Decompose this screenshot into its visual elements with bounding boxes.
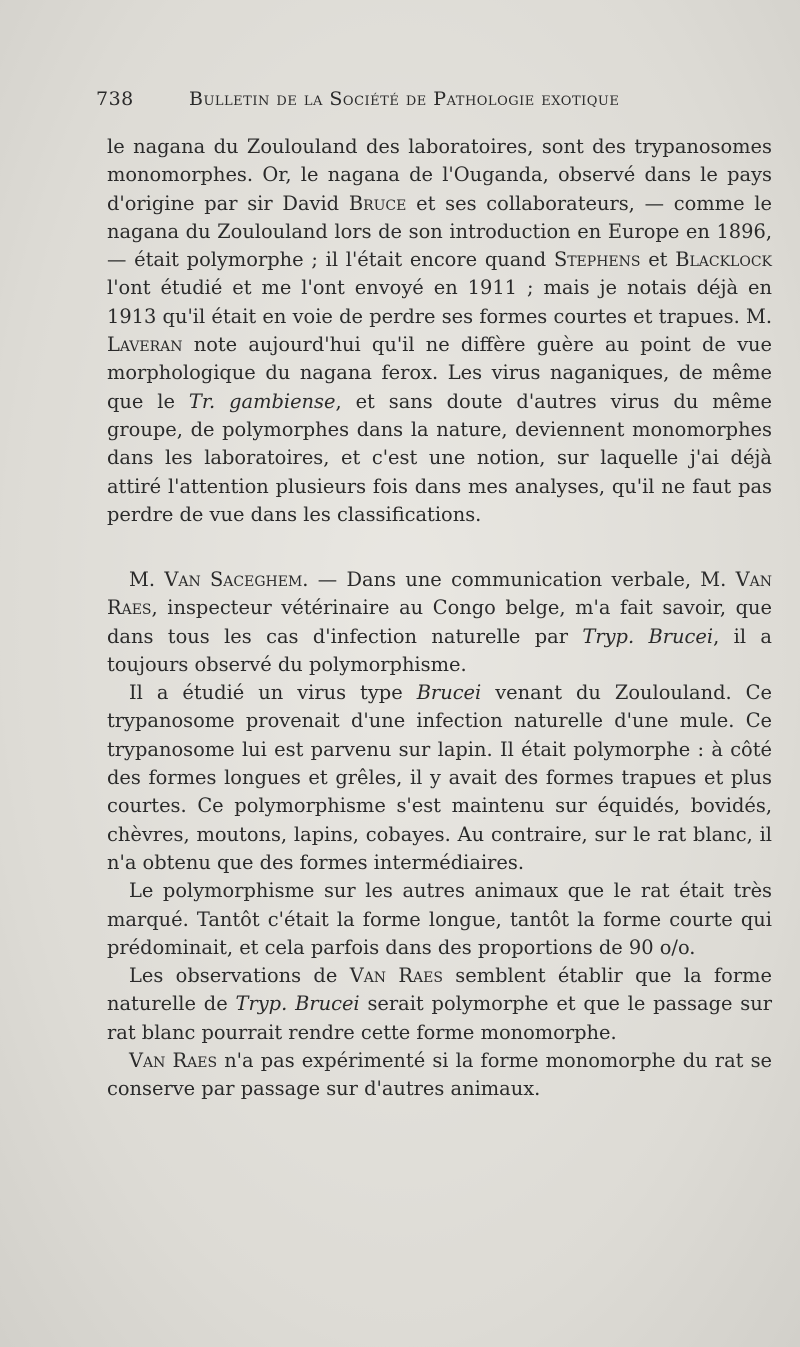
section-2 xyxy=(107,566,772,1104)
page-number: 738 xyxy=(96,88,134,110)
paragraph-conclusion: Van Raes n'a pas expérimenté si la forme monomorphe du rat se conserve par passage sur d'autres animaux. xyxy=(107,1049,772,1101)
paragraph-observations: Les observations de Van Raes semblent établir que la forme naturelle de Tryp. Brucei serait polymorphe et que le passage sur rat blanc pourrait rendre cette forme monomorphe. xyxy=(107,964,772,1044)
paragraph-virus-brucei: Il a étudié un virus type Brucei venant du Zoulouland. Ce trypanosome provenait d'une infection naturelle d'une mule. Ce trypanosome lui est parvenu sur lapin. Il était polymorphe : à côté des formes longues et grêles, il y avait des formes trapues et plus courtes. Ce polymorphisme s'est maintenu sur équidés, bovidés, chèvres, moutons, lapins, cobayes. Au contraire, sur le rat blanc, il n'a obtenu que des formes intermédiaires. xyxy=(107,681,772,874)
journal-title: Bulletin de la Société de Pathologie exotique xyxy=(189,88,620,110)
paragraph-van-saceghem: M. Van Saceghem. — Dans une communication verbale, M. Van Raes, inspecteur vétérinaire au Congo belge, m'a fait savoir, que dans tous les cas d'infection naturelle par Tryp. Brucei, il a toujours observé du polymorphisme. xyxy=(107,568,772,676)
paragraph-continuation: le nagana du Zoulouland des laboratoires, sont des trypanosomes monomorphes. Or, le nagana de l'Ouganda, observé dans le pays d'origine par sir David Bruce et ses collaborateurs, — comme le nagana du Zoulouland lors de son introduction en Europe en 1896, — était polymorphe ; il l'était encore quand Stephens et Blacklock l'ont étudié et me l'ont envoyé en 1911 ; mais je notais déjà en 1913 qu'il était en voie de perdre ses formes courtes et trapues. M. Laveran note aujourd'hui qu'il ne diffère guère au point de vue morphologique du nagana ferox. Les virus naganiques, de même que le Tr. gambiense, et sans doute d'autres virus du même groupe, de polymorphes dans la nature, deviennent monomorphes dans les laboratoires, et c'est une notion, sur laquelle j'ai déjà attiré l'attention plusieurs fois dans mes analyses, qu'il ne faut pas perdre de vue dans les classifications. xyxy=(107,135,772,526)
section-1 xyxy=(107,133,772,529)
running-header xyxy=(96,88,696,118)
paragraph-polymorphism: Le polymorphisme sur les autres animaux que le rat était très marqué. Tantôt c'était la forme longue, tantôt la forme courte qui prédominait, et cela parfois dans des proportions de 90 o/o. xyxy=(107,879,772,959)
